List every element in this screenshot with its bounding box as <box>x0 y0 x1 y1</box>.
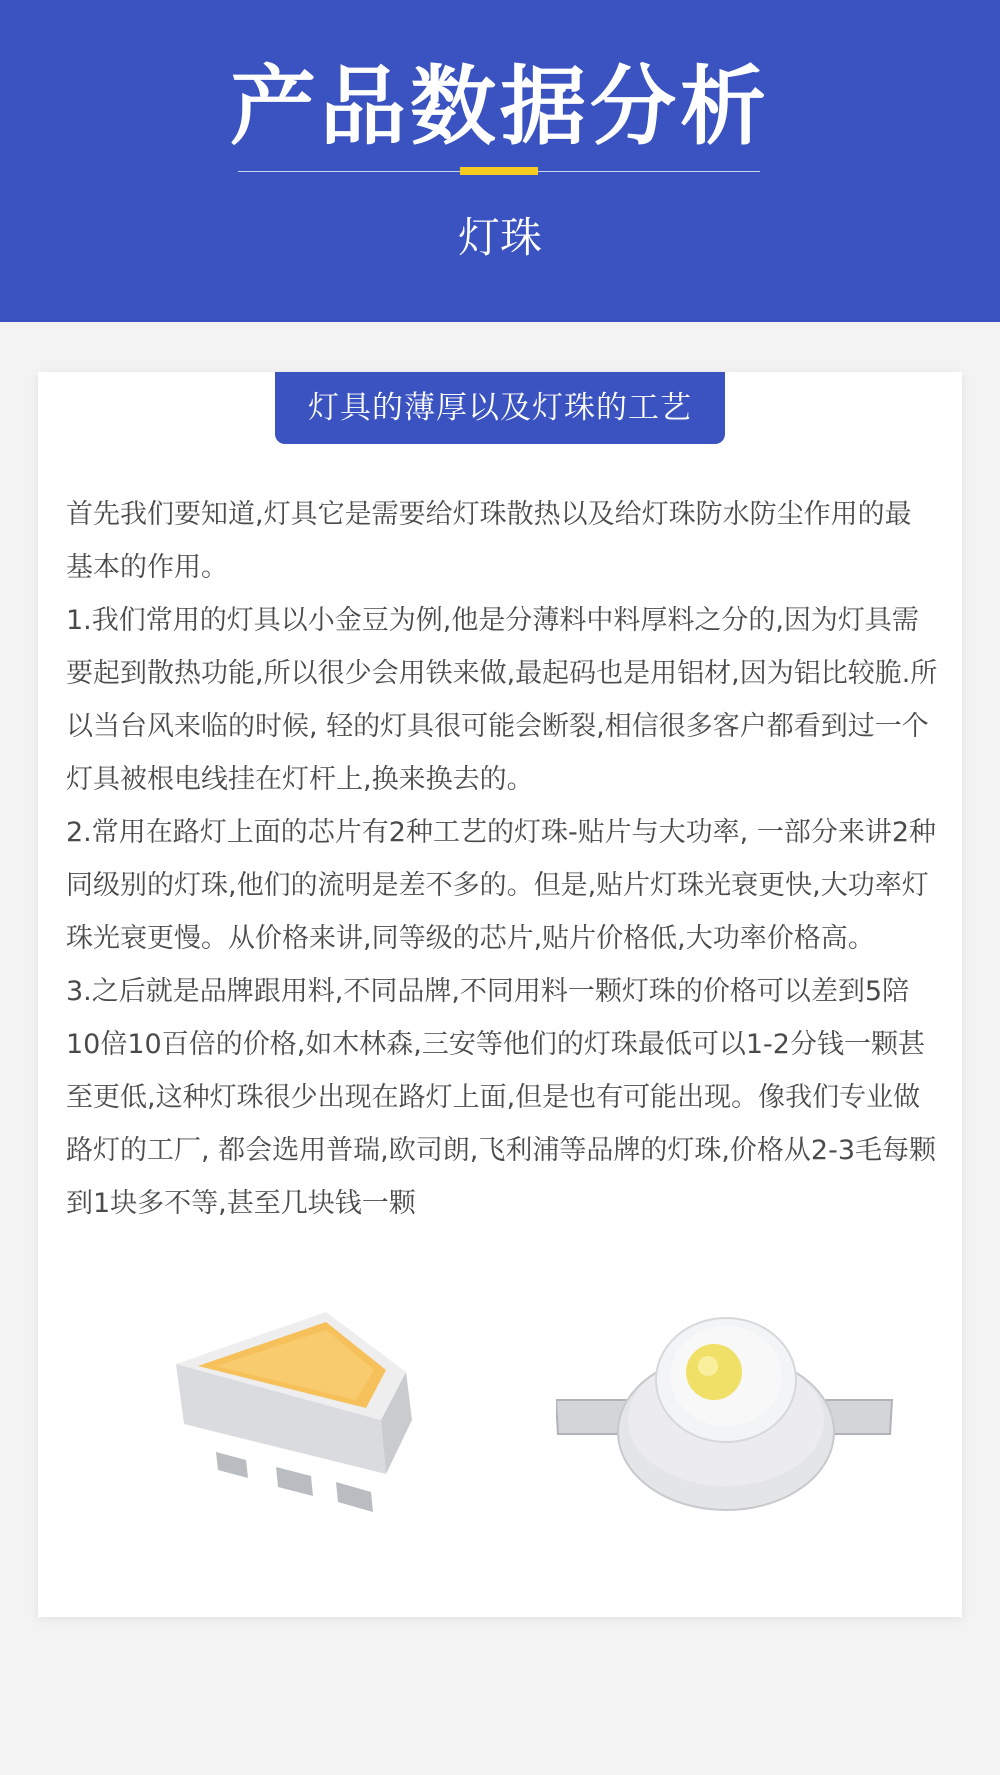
page-subtitle: 灯珠 <box>457 213 542 262</box>
paragraph-2: 2.常用在路灯上面的芯片有2种工艺的灯珠-贴片与大功率, 一部分来讲2种同级别的灯珠,他们的流明是差不多的。但是,贴片灯珠光衰更快,大功率灯珠光衰更慢。从价格来讲,同等级的芯片,贴片价格低,大功率价格高。 <box>66 817 937 954</box>
paragraph-intro: 首先我们要知道,灯具它是需要给灯珠散热以及给灯珠防水防尘作用的最基本的作用。 <box>66 499 912 583</box>
led-images <box>38 1302 962 1532</box>
paragraph-3: 3.之后就是品牌跟用料,不同品牌,不同用料一颗灯珠的价格可以差到5陪10倍10百倍的价格,如木林森,三安等他们的灯珠最低可以1-2分钱一颗甚至更低,这种灯珠很少出现在路灯上面,但是也有可能出现。像我们专业做路灯的工厂, 都会选用普瑞,欧司朗,飞利浦等品牌的灯珠,价格从2-3毛每颗到1块多不等,甚至几块钱一颗 <box>66 976 937 1219</box>
header-banner <box>0 0 1000 322</box>
paragraph-1: 1.我们常用的灯具以小金豆为例,他是分薄料中料厚料之分的,因为灯具需要起到散热功能,所以很少会用铁来做,最起码也是用铝材,因为铝比较脆.所以当台风来临的时候, 轻的灯具很可能会断裂,相信很多客户都看到过一个灯具被根电线挂在灯杆上,换来换去的。 <box>66 605 938 795</box>
high-power-led-icon <box>556 1302 896 1532</box>
section-body <box>66 488 938 1230</box>
section-title-tab: 灯具的薄厚以及灯珠的工艺 <box>275 372 725 444</box>
content-card <box>38 372 962 1617</box>
smd-led-chip-icon <box>176 1302 416 1532</box>
title-accent-bar <box>460 167 538 175</box>
page-title: 产品数据分析 <box>230 57 770 157</box>
